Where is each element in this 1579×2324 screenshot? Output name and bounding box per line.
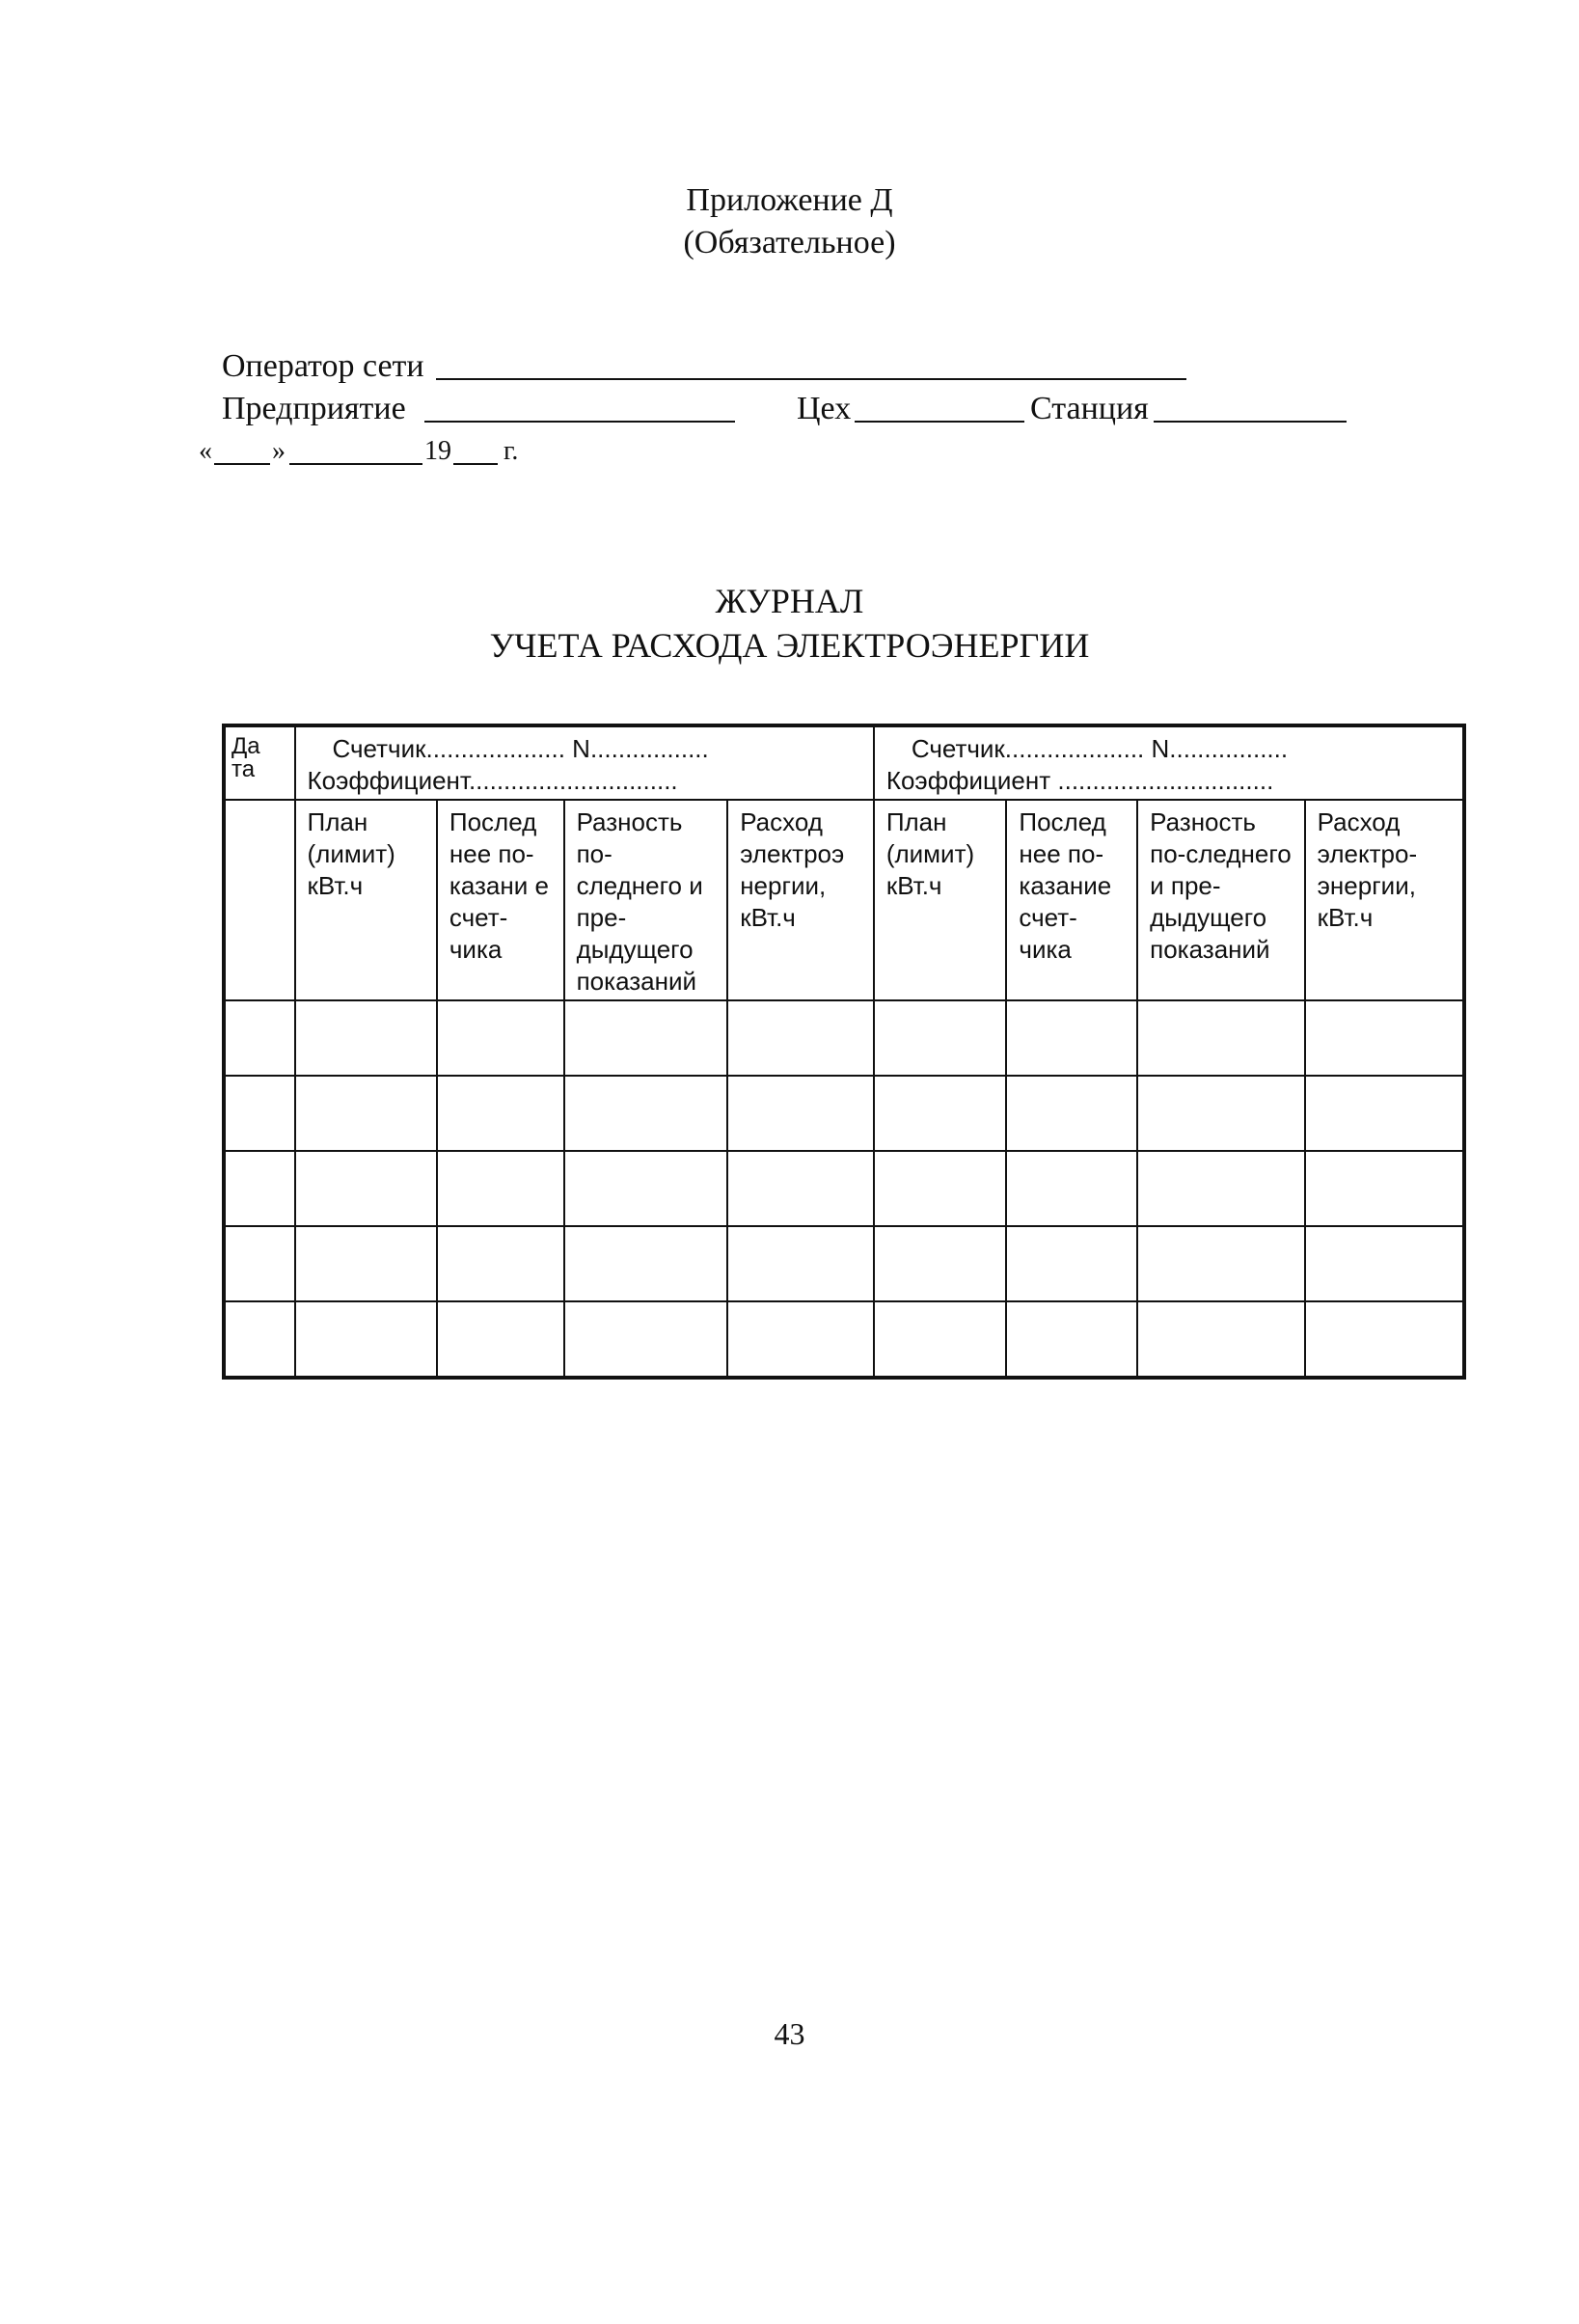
journal-subtitle: УЧЕТА РАСХОДА ЭЛЕКТРОЭНЕРГИИ <box>489 626 1090 665</box>
station-blank <box>1154 388 1347 423</box>
table-row <box>224 1226 1464 1301</box>
month-blank <box>289 430 422 465</box>
table-cell[interactable] <box>1006 1000 1137 1076</box>
table-row <box>224 1000 1464 1076</box>
table-cell[interactable] <box>224 1151 295 1226</box>
header-row-meters <box>224 725 1464 800</box>
table-cell[interactable] <box>1137 1000 1305 1076</box>
coefficient-1-label: Коэффициент.............................. <box>307 766 678 795</box>
table-cell[interactable] <box>874 1151 1007 1226</box>
table-cell[interactable] <box>1006 1151 1137 1226</box>
table-cell[interactable] <box>1137 1076 1305 1151</box>
col-plan-2: План (лимит) кВт.ч <box>874 800 1007 1000</box>
meter-group-2 <box>874 725 1464 800</box>
journal-title: ЖУРНАЛ <box>715 582 864 620</box>
table-cell[interactable] <box>727 1301 874 1378</box>
meter-1-label: Счетчик.................... N................. <box>332 734 709 763</box>
table-cell[interactable] <box>564 1000 728 1076</box>
col-difference-1: Разность по-следнего и пре-дыдущего показаний <box>564 800 728 1000</box>
year-suffix: г. <box>504 436 519 466</box>
date-subheader <box>224 800 295 1000</box>
meter-group-1 <box>295 725 874 800</box>
table-cell[interactable] <box>564 1301 728 1378</box>
table-cell[interactable] <box>224 1000 295 1076</box>
table-cell[interactable] <box>1305 1301 1464 1378</box>
station-label: Станция <box>1030 391 1149 426</box>
table-cell[interactable] <box>224 1301 295 1378</box>
col-plan-1: План (лимит) кВт.ч <box>295 800 437 1000</box>
appendix-heading <box>0 179 1579 264</box>
table-cell[interactable] <box>295 1226 437 1301</box>
enterprise-blank <box>424 388 735 423</box>
date-open-quote: « <box>199 436 212 466</box>
date-header <box>224 725 295 800</box>
operator-label: Оператор сети <box>222 348 424 384</box>
col-last-reading-1: Послед нее по-казани е счет-чика <box>437 800 564 1000</box>
table-cell[interactable] <box>874 1301 1007 1378</box>
col-consumption-2: Расход электро-энергии, кВт.ч <box>1305 800 1464 1000</box>
enterprise-label: Предприятие <box>222 391 406 426</box>
day-blank <box>214 430 270 465</box>
year-blank <box>453 430 498 465</box>
table-cell[interactable] <box>874 1000 1007 1076</box>
table-cell[interactable] <box>1305 1226 1464 1301</box>
coefficient-2-label: Коэффициент ............................... <box>885 766 1274 795</box>
table-cell[interactable] <box>874 1076 1007 1151</box>
table-cell[interactable] <box>1006 1301 1137 1378</box>
table-cell[interactable] <box>1137 1226 1305 1301</box>
table-cell[interactable] <box>437 1301 564 1378</box>
table-cell[interactable] <box>1137 1151 1305 1226</box>
table-row <box>224 1151 1464 1226</box>
table-cell[interactable] <box>727 1226 874 1301</box>
col-consumption-1: Расход электроэ нергии, кВт.ч <box>727 800 874 1000</box>
header-row-columns <box>224 800 1464 1000</box>
table-cell[interactable] <box>295 1000 437 1076</box>
appendix-subtitle: (Обязательное) <box>683 225 896 260</box>
table-cell[interactable] <box>1305 1076 1464 1151</box>
table-cell[interactable] <box>727 1076 874 1151</box>
table-cell[interactable] <box>295 1076 437 1151</box>
table-cell[interactable] <box>727 1151 874 1226</box>
table-cell[interactable] <box>564 1076 728 1151</box>
meter-2-label: Счетчик.................... N................. <box>911 734 1289 763</box>
table-cell[interactable] <box>295 1301 437 1378</box>
table-cell[interactable] <box>1137 1301 1305 1378</box>
year-prefix: 19 <box>424 436 451 466</box>
table-row <box>224 1076 1464 1151</box>
table-cell[interactable] <box>1006 1076 1137 1151</box>
workshop-label: Цех <box>797 391 852 426</box>
col-last-reading-2: Послед нее по-казание счет-чика <box>1006 800 1137 1000</box>
table-cell[interactable] <box>564 1226 728 1301</box>
page-number: 43 <box>774 2016 805 2051</box>
table-cell[interactable] <box>1305 1000 1464 1076</box>
table-row <box>224 1301 1464 1378</box>
workshop-blank <box>855 388 1024 423</box>
table-cell[interactable] <box>437 1076 564 1151</box>
table-cell[interactable] <box>564 1151 728 1226</box>
table-cell[interactable] <box>437 1151 564 1226</box>
table-cell[interactable] <box>874 1226 1007 1301</box>
appendix-title: Приложение Д <box>686 182 893 218</box>
table-cell[interactable] <box>224 1076 295 1151</box>
date-header-text: Да та <box>231 733 260 782</box>
table-cell[interactable] <box>727 1000 874 1076</box>
col-difference-2: Разность по-следнего и пре-дыдущего показаний <box>1137 800 1305 1000</box>
table-cell[interactable] <box>437 1226 564 1301</box>
operator-blank <box>436 345 1186 380</box>
table-cell[interactable] <box>1006 1226 1137 1301</box>
table-cell[interactable] <box>1305 1151 1464 1226</box>
journal-heading <box>0 579 1579 668</box>
table-cell[interactable] <box>224 1226 295 1301</box>
table-cell[interactable] <box>295 1151 437 1226</box>
table-cell[interactable] <box>437 1000 564 1076</box>
consumption-log-table <box>222 724 1466 1380</box>
date-close-quote: » <box>272 436 286 466</box>
